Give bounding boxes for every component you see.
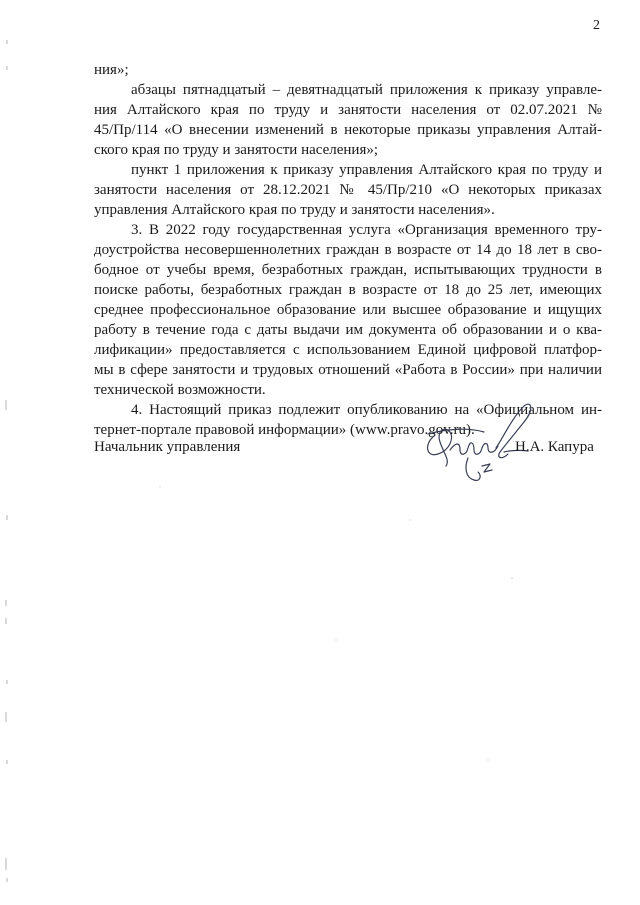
text-line: технической возможности. xyxy=(94,382,266,398)
text-line: занятости населения от 28.12.2021 № 45/Пр/210 «О некоторых приказах xyxy=(94,182,602,198)
text-line: ния»; xyxy=(94,62,129,78)
page-number: 2 xyxy=(593,18,600,33)
text-line: бодное от учебы время, безработных граждан, испытывающих трудности в xyxy=(94,262,602,278)
text-line: работу в течение года с даты выдачи им документа об образовании и о ква- xyxy=(94,322,602,338)
text-line: доустройства несовершеннолетних граждан в возрасте от 14 до 18 лет в сво- xyxy=(94,242,602,258)
text-line: 4. Настоящий приказ подлежит опубликованию на «Официальном ин- xyxy=(131,402,602,418)
text-line: поиске работы, безработных граждан в возрасте от 18 до 25 лет, имеющих xyxy=(94,282,602,298)
text-line: среднее профессиональное образование или высшее образование и ищущих xyxy=(94,302,602,318)
text-line: 45/Пр/114 «О внесении изменений в некоторые приказы управления Алтай- xyxy=(94,122,602,138)
text-line: пункт 1 приложения к приказу управления Алтайского края по труду и xyxy=(131,162,602,178)
text-line: тернет-портале правовой информации» (www.pravo.gov.ru). xyxy=(94,422,475,438)
text-line: мы в сфере занятости и трудовых отношений «Работа в России» при наличии xyxy=(94,362,602,378)
text-line: ского края по труду и занятости населения»; xyxy=(94,142,379,158)
text-line: 3. В 2022 году государственная услуга «Организация временного тру- xyxy=(131,222,602,238)
text-line: лификации» предоставляется с использованием Единой цифровой платфор- xyxy=(94,342,602,358)
text-line: ния Алтайского края по труду и занятости населения от 02.07.2021 № xyxy=(94,102,602,118)
signatory-name: Н.А. Капура xyxy=(515,439,594,455)
text-line: управления Алтайского края по труду и занятости населения». xyxy=(94,202,495,218)
text-line: абзацы пятнадцатый – девятнадцатый приложения к приказу управле- xyxy=(131,82,602,98)
signatory-title: Начальник управления xyxy=(94,439,241,455)
